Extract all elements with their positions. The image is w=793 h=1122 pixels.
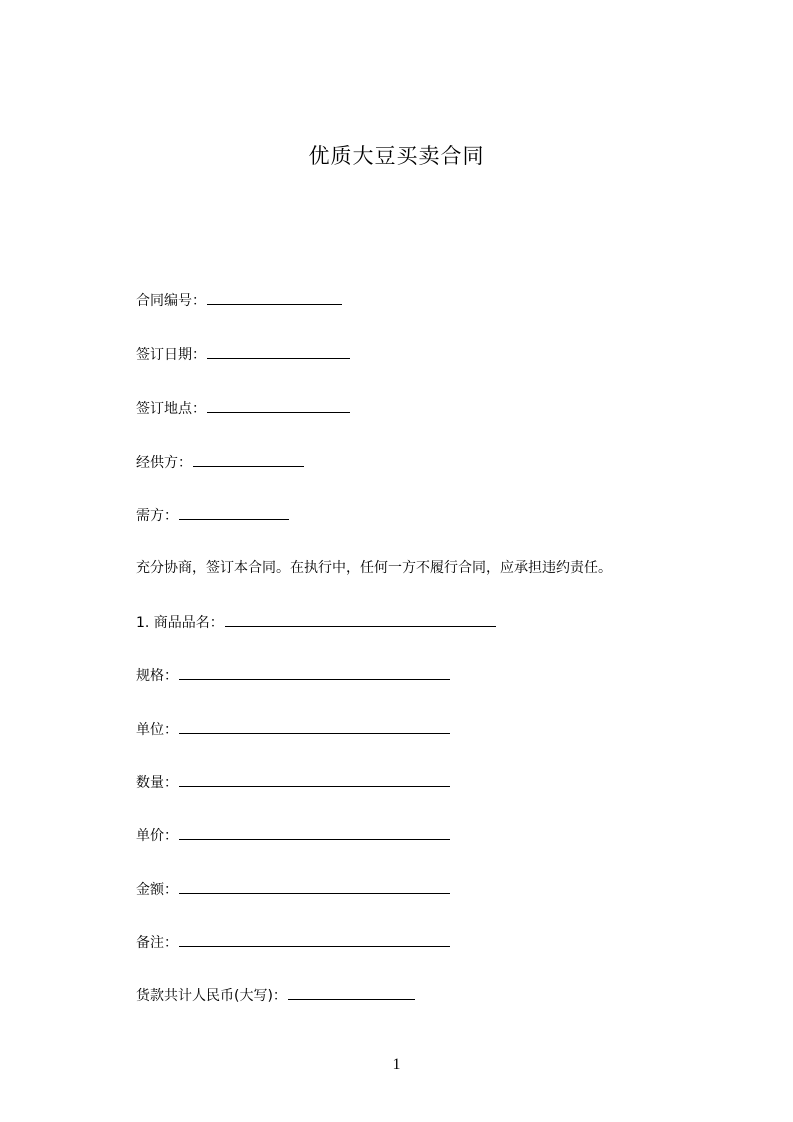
total-payment-blank[interactable] [288,985,415,1000]
remark-label: 备注： [136,935,178,951]
contract-number-label: 合同编号： [136,293,206,309]
document-title: 优质大豆买卖合同 [308,144,485,168]
product-name-label: 1. 商品品名： [136,615,224,631]
sign-place-line [136,398,350,419]
remark-blank[interactable] [179,932,450,947]
unit-price-blank[interactable] [179,825,450,840]
spec-label: 规格： [136,668,178,684]
remark-line [136,932,450,953]
product-name-line [136,612,496,633]
spec-line [136,665,450,686]
buyer-line [136,505,289,526]
unit-blank[interactable] [179,719,450,734]
buyer-label: 需方： [136,508,178,524]
product-name-blank[interactable] [225,612,496,627]
supplier-line [136,452,304,473]
unit-price-line [136,825,450,846]
unit-label: 单位： [136,722,178,738]
buyer-blank[interactable] [179,505,289,520]
sign-place-label: 签订地点： [136,401,206,417]
amount-label: 金额： [136,882,178,898]
unit-line [136,719,450,740]
quantity-label: 数量： [136,775,178,791]
spec-blank[interactable] [179,665,450,680]
sign-place-blank[interactable] [207,398,350,413]
agreement-paragraph: 充分协商，签订本合同。在执行中，任何一方不履行合同，应承担违约责任。 [136,560,612,576]
contract-number-blank[interactable] [207,290,342,305]
contract-number-line [136,290,342,311]
amount-blank[interactable] [179,879,450,894]
sign-date-label: 签订日期： [136,347,206,363]
sign-date-line [136,344,350,365]
page-number: 1 [392,1056,401,1073]
sign-date-blank[interactable] [207,344,350,359]
total-payment-label: 货款共计人民币(大写)： [136,988,287,1004]
quantity-blank[interactable] [179,772,450,787]
supplier-blank[interactable] [193,452,304,467]
amount-line [136,879,450,900]
unit-price-label: 单价： [136,828,178,844]
total-payment-line [136,985,415,1006]
quantity-line [136,772,450,793]
supplier-label: 经供方： [136,455,192,471]
